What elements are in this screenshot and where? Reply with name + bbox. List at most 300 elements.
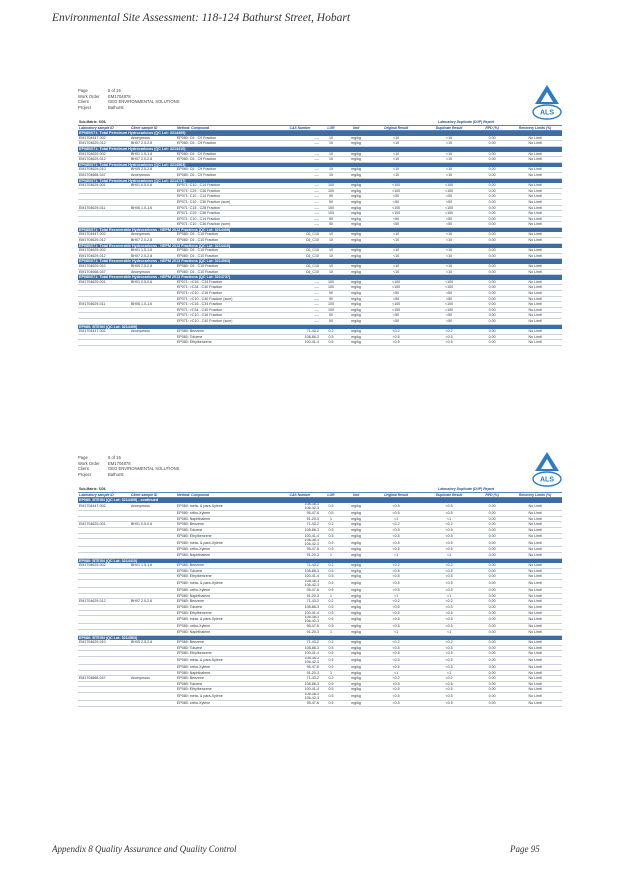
recovery-limits-cell: No Limit	[508, 651, 562, 657]
compound-cell: EP071: >C10 - C16 Fraction	[176, 291, 280, 297]
meta-label: Project	[78, 104, 92, 110]
rpd-cell: 0.00	[476, 624, 508, 630]
cas-number-cell: 100-41-4	[280, 533, 320, 539]
original-result-cell: <0.5	[370, 340, 422, 346]
unit-cell: mg/kg	[342, 157, 370, 163]
matrix-value: SOIL	[98, 120, 107, 124]
compound-cell: EP080: Naphthalene	[176, 593, 280, 599]
rpd-cell: 0.00	[476, 616, 508, 624]
original-result-cell: <10	[370, 141, 422, 147]
rpd-cell: 0.00	[476, 269, 508, 275]
unit-cell: mg/kg	[342, 205, 370, 211]
rpd-cell: 0.00	[476, 296, 508, 302]
cas-number-cell: 71-43-2	[280, 522, 320, 528]
cas-number-cell: ----	[280, 172, 320, 178]
rpd-cell: 0.00	[476, 253, 508, 259]
original-result-cell: <100	[370, 205, 422, 211]
unit-cell: mg/kg	[342, 610, 370, 616]
recovery-limits-cell: No Limit	[508, 681, 562, 687]
lab-sample-id: EM1704629-010	[78, 264, 130, 269]
table-row	[78, 616, 562, 624]
unit-cell: mg/kg	[342, 629, 370, 635]
lab-sample-id: EM1704629-012	[78, 599, 130, 605]
meta-value: GEO ENVIRONMENTAL SOLUTIONS	[108, 466, 180, 471]
compound-cell: EP080: Naphthalene	[176, 629, 280, 635]
recovery-limits-cell: No Limit	[508, 334, 562, 340]
recovery-limits-cell: No Limit	[508, 340, 562, 346]
recovery-limits-cell: No Limit	[508, 516, 562, 522]
unit-cell: mg/kg	[342, 269, 370, 275]
compound-cell: EP080: Toluene	[176, 334, 280, 340]
cas-number-cell: ----	[280, 136, 320, 141]
compound-cell: EP080: Naphthalene	[176, 670, 280, 676]
cas-number-cell: 108-88-3	[280, 568, 320, 574]
lor-cell: 10	[320, 253, 342, 259]
rpd-cell: 0.00	[476, 528, 508, 534]
unit-cell: mg/kg	[342, 624, 370, 630]
original-result-cell: <0.5	[370, 539, 422, 547]
lab-sample-id: EM1704629-001	[78, 280, 130, 285]
client-sample-id	[130, 701, 176, 707]
lab-sample-id: EM1704447-002	[78, 136, 130, 141]
column-header: LOR	[320, 492, 342, 498]
logo-text: ALS	[540, 109, 554, 117]
cas-number-cell: 108-88-3	[280, 528, 320, 534]
recovery-limits-cell: No Limit	[508, 194, 562, 200]
recovery-limits-cell: No Limit	[508, 205, 562, 211]
compound-cell: EP080: Ethylbenzene	[176, 574, 280, 580]
compound-cell: EP080: C6 - C10 Fraction	[176, 232, 280, 237]
lor-cell: 50	[320, 199, 342, 205]
client-sample-id: BH06 1.0-1.6	[130, 302, 176, 308]
original-result-cell: <0.5	[370, 334, 422, 340]
rpd-cell: 0.00	[476, 574, 508, 580]
cas-number-cell: ----	[280, 291, 320, 297]
rpd-cell: 0.00	[476, 194, 508, 200]
recovery-limits-cell: No Limit	[508, 222, 562, 228]
rpd-cell: 0.00	[476, 553, 508, 559]
unit-cell: mg/kg	[342, 604, 370, 610]
original-result-cell: <50	[370, 222, 422, 228]
cas-number-cell: 91-20-3	[280, 629, 320, 635]
rpd-cell: 0.00	[476, 693, 508, 701]
column-header: Original Result	[370, 125, 422, 131]
rpd-cell: 0.00	[476, 547, 508, 553]
rpd-cell: 0.00	[476, 313, 508, 319]
lor-cell: 100	[320, 183, 342, 188]
lor-cell: 0.5	[320, 665, 342, 671]
original-result-cell: <0.5	[370, 665, 422, 671]
column-header: Unit	[342, 125, 370, 131]
unit-cell: mg/kg	[342, 651, 370, 657]
cas-number-line-2: 106-42-3	[304, 618, 319, 623]
lor-cell: 100	[320, 280, 342, 285]
lor-cell: 100	[320, 307, 342, 313]
recovery-limits-cell: No Limit	[508, 318, 562, 324]
compound-cell: EP080: C6 - C10 Fraction	[176, 248, 280, 253]
original-result-cell: <10	[370, 248, 422, 253]
unit-cell: mg/kg	[342, 511, 370, 517]
unit-cell: mg/kg	[342, 503, 370, 511]
rpd-cell: 0.00	[476, 280, 508, 285]
original-result-cell: <50	[370, 194, 422, 200]
lor-cell: 1	[320, 670, 342, 676]
duplicate-result-cell: <1	[422, 593, 476, 599]
unit-cell: mg/kg	[342, 302, 370, 308]
duplicate-result-cell: <0.5	[422, 645, 476, 651]
compound-cell: EP071: >C16 - C34 Fraction	[176, 280, 280, 285]
recovery-limits-cell: No Limit	[508, 248, 562, 253]
compound-cell: EP071: >C34 - C40 Fraction	[176, 307, 280, 313]
cas-number-cell: 95-47-6	[280, 665, 320, 671]
cas-number-line-2: 106-42-3	[304, 659, 319, 664]
client-sample-id: BH07 2.0-2.8	[130, 599, 176, 605]
recovery-limits-cell: No Limit	[508, 629, 562, 635]
lor-cell: 0.2	[320, 676, 342, 682]
lor-cell: 100	[320, 211, 342, 217]
compound-cell: EP071: C10 - C14 Fraction	[176, 183, 280, 188]
table-row	[78, 693, 562, 701]
recovery-limits-cell: No Limit	[508, 264, 562, 269]
duplicate-result-cell: <0.5	[422, 656, 476, 664]
duplicate-result-cell: <100	[422, 285, 476, 291]
column-header: LOR	[320, 125, 342, 131]
lor-cell: 1	[320, 553, 342, 559]
cas-number-cell: 71-43-2	[280, 640, 320, 645]
original-result-cell: <100	[370, 280, 422, 285]
lor-cell: 50	[320, 291, 342, 297]
rpd-cell: 0.00	[476, 533, 508, 539]
recovery-limits-cell: No Limit	[508, 188, 562, 194]
duplicate-result-cell: <1	[422, 516, 476, 522]
cas-number-cell: ----	[280, 199, 320, 205]
lor-cell: 10	[320, 152, 342, 157]
duplicate-result-cell: <0.5	[422, 503, 476, 511]
unit-cell: mg/kg	[342, 248, 370, 253]
client-sample-id: BH01 0.5-0.6	[130, 183, 176, 188]
compound-cell: EP071: C15 - C28 Fraction	[176, 205, 280, 211]
rpd-cell: 0.00	[476, 205, 508, 211]
recovery-limits-cell: No Limit	[508, 136, 562, 141]
recovery-limits-cell: No Limit	[508, 640, 562, 645]
client-sample-id	[130, 580, 176, 588]
duplicate-result-cell: <0.5	[422, 340, 476, 346]
recovery-limits-cell: No Limit	[508, 172, 562, 178]
compound-cell: EP080: Toluene	[176, 645, 280, 651]
duplicate-result-cell: <0.2	[422, 522, 476, 528]
cas-number-cell: 71-43-2	[280, 676, 320, 682]
cas-number-cell: ----	[280, 302, 320, 308]
recovery-limits-cell: No Limit	[508, 285, 562, 291]
client-sample-id: BH01 1.5-1.6	[130, 152, 176, 157]
client-sample-id: BH07 2.0-2.8	[130, 253, 176, 259]
cas-number-cell: C6_C10	[280, 232, 320, 237]
lab-sample-id: EM1704629-002	[78, 152, 130, 157]
table-row	[78, 503, 562, 511]
lor-cell: 0.5	[320, 533, 342, 539]
original-result-cell: <0.5	[370, 651, 422, 657]
original-result-cell: <0.5	[370, 511, 422, 517]
dup-report-table	[78, 487, 562, 707]
unit-cell: mg/kg	[342, 183, 370, 188]
unit-cell: mg/kg	[342, 547, 370, 553]
recovery-limits-cell: No Limit	[508, 183, 562, 188]
column-header: Client sample ID	[130, 125, 176, 131]
compound-cell: EP080: C6 - C9 Fraction	[176, 152, 280, 157]
compound-cell: EP071: >C10 - C16 Fraction	[176, 313, 280, 319]
unit-cell: mg/kg	[342, 307, 370, 313]
client-sample-id: BH07 2.0-2.8	[130, 157, 176, 163]
cas-number-cell: 71-43-2	[280, 329, 320, 334]
client-sample-id: Anonymous	[130, 269, 176, 275]
original-result-cell: <0.5	[370, 624, 422, 630]
dup-report-table	[78, 120, 562, 346]
duplicate-result-cell: <0.5	[422, 616, 476, 624]
unit-cell: mg/kg	[342, 656, 370, 664]
duplicate-result-cell: <100	[422, 307, 476, 313]
original-result-cell: <0.5	[370, 568, 422, 574]
recovery-limits-cell: No Limit	[508, 307, 562, 313]
lab-sample-id: EM1704629-002	[78, 563, 130, 568]
unit-cell: mg/kg	[342, 222, 370, 228]
compound-cell: EP071: C10 - C14 Fraction	[176, 216, 280, 222]
duplicate-result-cell: <0.5	[422, 528, 476, 534]
rpd-cell: 0.00	[476, 302, 508, 308]
original-result-cell: <0.5	[370, 580, 422, 588]
cas-number-cell: 91-20-3	[280, 553, 320, 559]
lor-cell: 0.2	[320, 522, 342, 528]
lor-cell: 0.2	[320, 640, 342, 645]
rpd-cell: 0.00	[476, 629, 508, 635]
lor-cell: 0.5	[320, 503, 342, 511]
client-sample-id: Anonymous	[130, 172, 176, 178]
unit-cell: mg/kg	[342, 334, 370, 340]
lab-sample-id: EM1704629-001	[78, 522, 130, 528]
rpd-cell: 0.00	[476, 238, 508, 244]
lab-sample-id: EM1704447-002	[78, 503, 130, 511]
unit-cell: mg/kg	[342, 285, 370, 291]
original-result-cell: <0.5	[370, 610, 422, 616]
column-header: RPD (%)	[476, 492, 508, 498]
lab-report-page-2	[78, 455, 562, 707]
column-header: Client sample ID	[130, 492, 176, 498]
original-result-cell: <1	[370, 593, 422, 599]
duplicate-result-cell: <0.5	[422, 681, 476, 687]
unit-cell: mg/kg	[342, 188, 370, 194]
lor-cell: 10	[320, 172, 342, 178]
recovery-limits-cell: No Limit	[508, 199, 562, 205]
rpd-cell: 0.00	[476, 701, 508, 707]
duplicate-result-cell: <0.2	[422, 640, 476, 645]
rpd-cell: 0.00	[476, 157, 508, 163]
column-header: Laboratory sample ID	[78, 125, 130, 131]
rpd-cell: 0.00	[476, 291, 508, 297]
lab-sample-id	[78, 340, 130, 346]
report-title: Laboratory Duplicate (DUP) Report	[370, 487, 562, 492]
duplicate-result-cell: <0.5	[422, 574, 476, 580]
als-logo-icon	[532, 451, 562, 487]
column-header: Unit	[342, 492, 370, 498]
compound-cell: EP080: Ethylbenzene	[176, 687, 280, 693]
recovery-limits-cell: No Limit	[508, 329, 562, 334]
rpd-cell: 0.00	[476, 199, 508, 205]
meta-row-project	[78, 105, 562, 111]
original-result-cell: <10	[370, 264, 422, 269]
compound-cell: EP080: Benzene	[176, 599, 280, 605]
lor-cell: 0.5	[320, 624, 342, 630]
unit-cell: mg/kg	[342, 676, 370, 682]
duplicate-result-cell: <10	[422, 264, 476, 269]
cas-number-cell: 100-41-4	[280, 340, 320, 346]
original-result-cell: <0.5	[370, 574, 422, 580]
cas-number-cell: C6_C10	[280, 248, 320, 253]
lor-cell: 100	[320, 285, 342, 291]
lab-sample-id: EM1704629-010	[78, 640, 130, 645]
client-sample-id: Anonymous	[130, 329, 176, 334]
meta-value: EM1704878	[108, 460, 131, 466]
rpd-cell: 0.00	[476, 511, 508, 517]
recovery-limits-cell: No Limit	[508, 280, 562, 285]
duplicate-result-cell: <50	[422, 216, 476, 222]
original-result-cell: <100	[370, 211, 422, 217]
original-result-cell: <50	[370, 296, 422, 302]
original-result-cell: <10	[370, 172, 422, 178]
column-header: Method: Compound	[176, 125, 280, 131]
lab-sample-id	[78, 616, 130, 624]
lor-cell: 10	[320, 167, 342, 172]
duplicate-result-cell: <0.5	[422, 665, 476, 671]
column-header: Recovery Limits (%)	[508, 125, 562, 131]
recovery-limits-cell: No Limit	[508, 670, 562, 676]
compound-cell: EP080: ortho-Xylene	[176, 624, 280, 630]
recovery-limits-cell: No Limit	[508, 539, 562, 547]
rpd-cell: 0.00	[476, 222, 508, 228]
meta-label: Page	[78, 455, 88, 460]
original-result-cell: <10	[370, 167, 422, 172]
lor-cell: 0.5	[320, 568, 342, 574]
compound-cell: EP080: ortho-Xylene	[176, 588, 280, 594]
document-footer-section: Appendix 8 Quality Assurance and Quality Control	[52, 844, 237, 854]
original-result-cell: <50	[370, 318, 422, 324]
duplicate-result-cell: <0.5	[422, 624, 476, 630]
duplicate-result-cell: <0.5	[422, 693, 476, 701]
recovery-limits-cell: No Limit	[508, 604, 562, 610]
column-header: Duplicate Result	[422, 125, 476, 131]
cas-number-cell: ----	[280, 183, 320, 188]
cas-number-cell: 95-47-6	[280, 511, 320, 517]
matrix-value: SOIL	[98, 487, 107, 491]
original-result-cell: <1	[370, 670, 422, 676]
unit-cell: mg/kg	[342, 216, 370, 222]
rpd-cell: 0.00	[476, 318, 508, 324]
recovery-limits-cell: No Limit	[508, 296, 562, 302]
cas-number-line: 108-38-3	[304, 656, 319, 660]
rpd-cell: 0.00	[476, 152, 508, 157]
compound-cell: EP080: Toluene	[176, 568, 280, 574]
rpd-cell: 0.00	[476, 656, 508, 664]
cas-number-line: 108-38-3	[304, 615, 319, 620]
meta-label: Project	[78, 471, 92, 477]
duplicate-result-cell: <10	[422, 152, 476, 157]
cas-number-cell: 91-20-3	[280, 593, 320, 599]
column-header: CAS Number	[280, 492, 320, 498]
lab-sample-id	[78, 539, 130, 547]
client-sample-id	[130, 616, 176, 624]
duplicate-result-cell: <0.5	[422, 604, 476, 610]
document-header-title: Environmental Site Assessment: 118-124 Bathurst Street, Hobart	[52, 12, 351, 24]
cas-number-line: 108-38-3	[304, 579, 319, 583]
client-sample-id	[130, 539, 176, 547]
client-sample-id: Anonymous	[130, 136, 176, 141]
lor-cell: 50	[320, 313, 342, 319]
lab-sample-id: EM1704629-011	[78, 302, 130, 308]
rpd-cell: 0.00	[476, 522, 508, 528]
meta-label: Client	[78, 466, 89, 471]
recovery-limits-cell: No Limit	[508, 503, 562, 511]
compound-cell: EP071: >C16 - C34 Fraction	[176, 302, 280, 308]
compound-cell: EP080: Ethylbenzene	[176, 533, 280, 539]
recovery-limits-cell: No Limit	[508, 588, 562, 594]
unit-cell: mg/kg	[342, 533, 370, 539]
lor-cell: 0.5	[320, 693, 342, 701]
compound-cell: EP080: C6 - C9 Fraction	[176, 136, 280, 141]
cas-number-cell: 95-47-6	[280, 624, 320, 630]
recovery-limits-cell: No Limit	[508, 533, 562, 539]
section-title: EP080/071: Total Petroleum Hydrocarbons (QC Lot: 3214737)	[78, 178, 562, 183]
unit-cell: mg/kg	[342, 553, 370, 559]
original-result-cell: <1	[370, 516, 422, 522]
original-result-cell: <0.5	[370, 616, 422, 624]
client-sample-id: BH01 1.5-1.6	[130, 563, 176, 568]
duplicate-result-cell: <0.5	[422, 334, 476, 340]
document-footer-page-number: Page 95	[510, 844, 540, 854]
compound-cell: EP080: Ethylbenzene	[176, 340, 280, 346]
compound-cell: EP080: Ethylbenzene	[176, 610, 280, 616]
recovery-limits-cell: No Limit	[508, 645, 562, 651]
section-title: EP080/071: Total Petroleum Hydrocarbons (QC Lot: 3214410)	[78, 146, 562, 151]
compound-cell: EP080: meta- & para-Xylene	[176, 503, 280, 511]
meta-label: Work Order	[78, 460, 100, 466]
unit-cell: mg/kg	[342, 232, 370, 237]
meta-value: 6 of 15	[108, 455, 121, 460]
als-logo-icon	[532, 84, 562, 120]
duplicate-result-cell: <0.5	[422, 568, 476, 574]
cas-number-cell: 100-41-4	[280, 687, 320, 693]
lor-cell: 0.5	[320, 334, 342, 340]
compound-cell: EP080: Toluene	[176, 604, 280, 610]
duplicate-result-cell: <0.5	[422, 511, 476, 517]
cas-number-line: 108-38-3	[304, 692, 319, 697]
cas-number-cell: 91-20-3	[280, 516, 320, 522]
lor-cell: 0.5	[320, 580, 342, 588]
compound-cell: EP071: C10 - C36 Fraction (sum)	[176, 199, 280, 205]
meta-label: Client	[78, 99, 89, 104]
unit-cell: mg/kg	[342, 616, 370, 624]
matrix-label: Sub-Matrix:	[79, 487, 99, 491]
client-sample-id: BH01 0.5-0.6	[130, 522, 176, 528]
original-result-cell: <10	[370, 152, 422, 157]
cas-number-cell: 95-47-6	[280, 547, 320, 553]
cas-number-cell: ----	[280, 296, 320, 302]
section-title: EP080/071: Total Recoverable Hydrocarbons - NEPM 2013 Fractions (QC Lot: 3214410)	[78, 243, 562, 248]
rpd-cell: 0.00	[476, 172, 508, 178]
rpd-cell: 0.00	[476, 329, 508, 334]
compound-cell: EP080: Benzene	[176, 329, 280, 334]
lab-sample-id	[78, 656, 130, 664]
rpd-cell: 0.00	[476, 539, 508, 547]
cas-number-cell: 108-88-3	[280, 681, 320, 687]
compound-cell: EP071: >C10 - C40 Fraction (sum)	[176, 296, 280, 302]
